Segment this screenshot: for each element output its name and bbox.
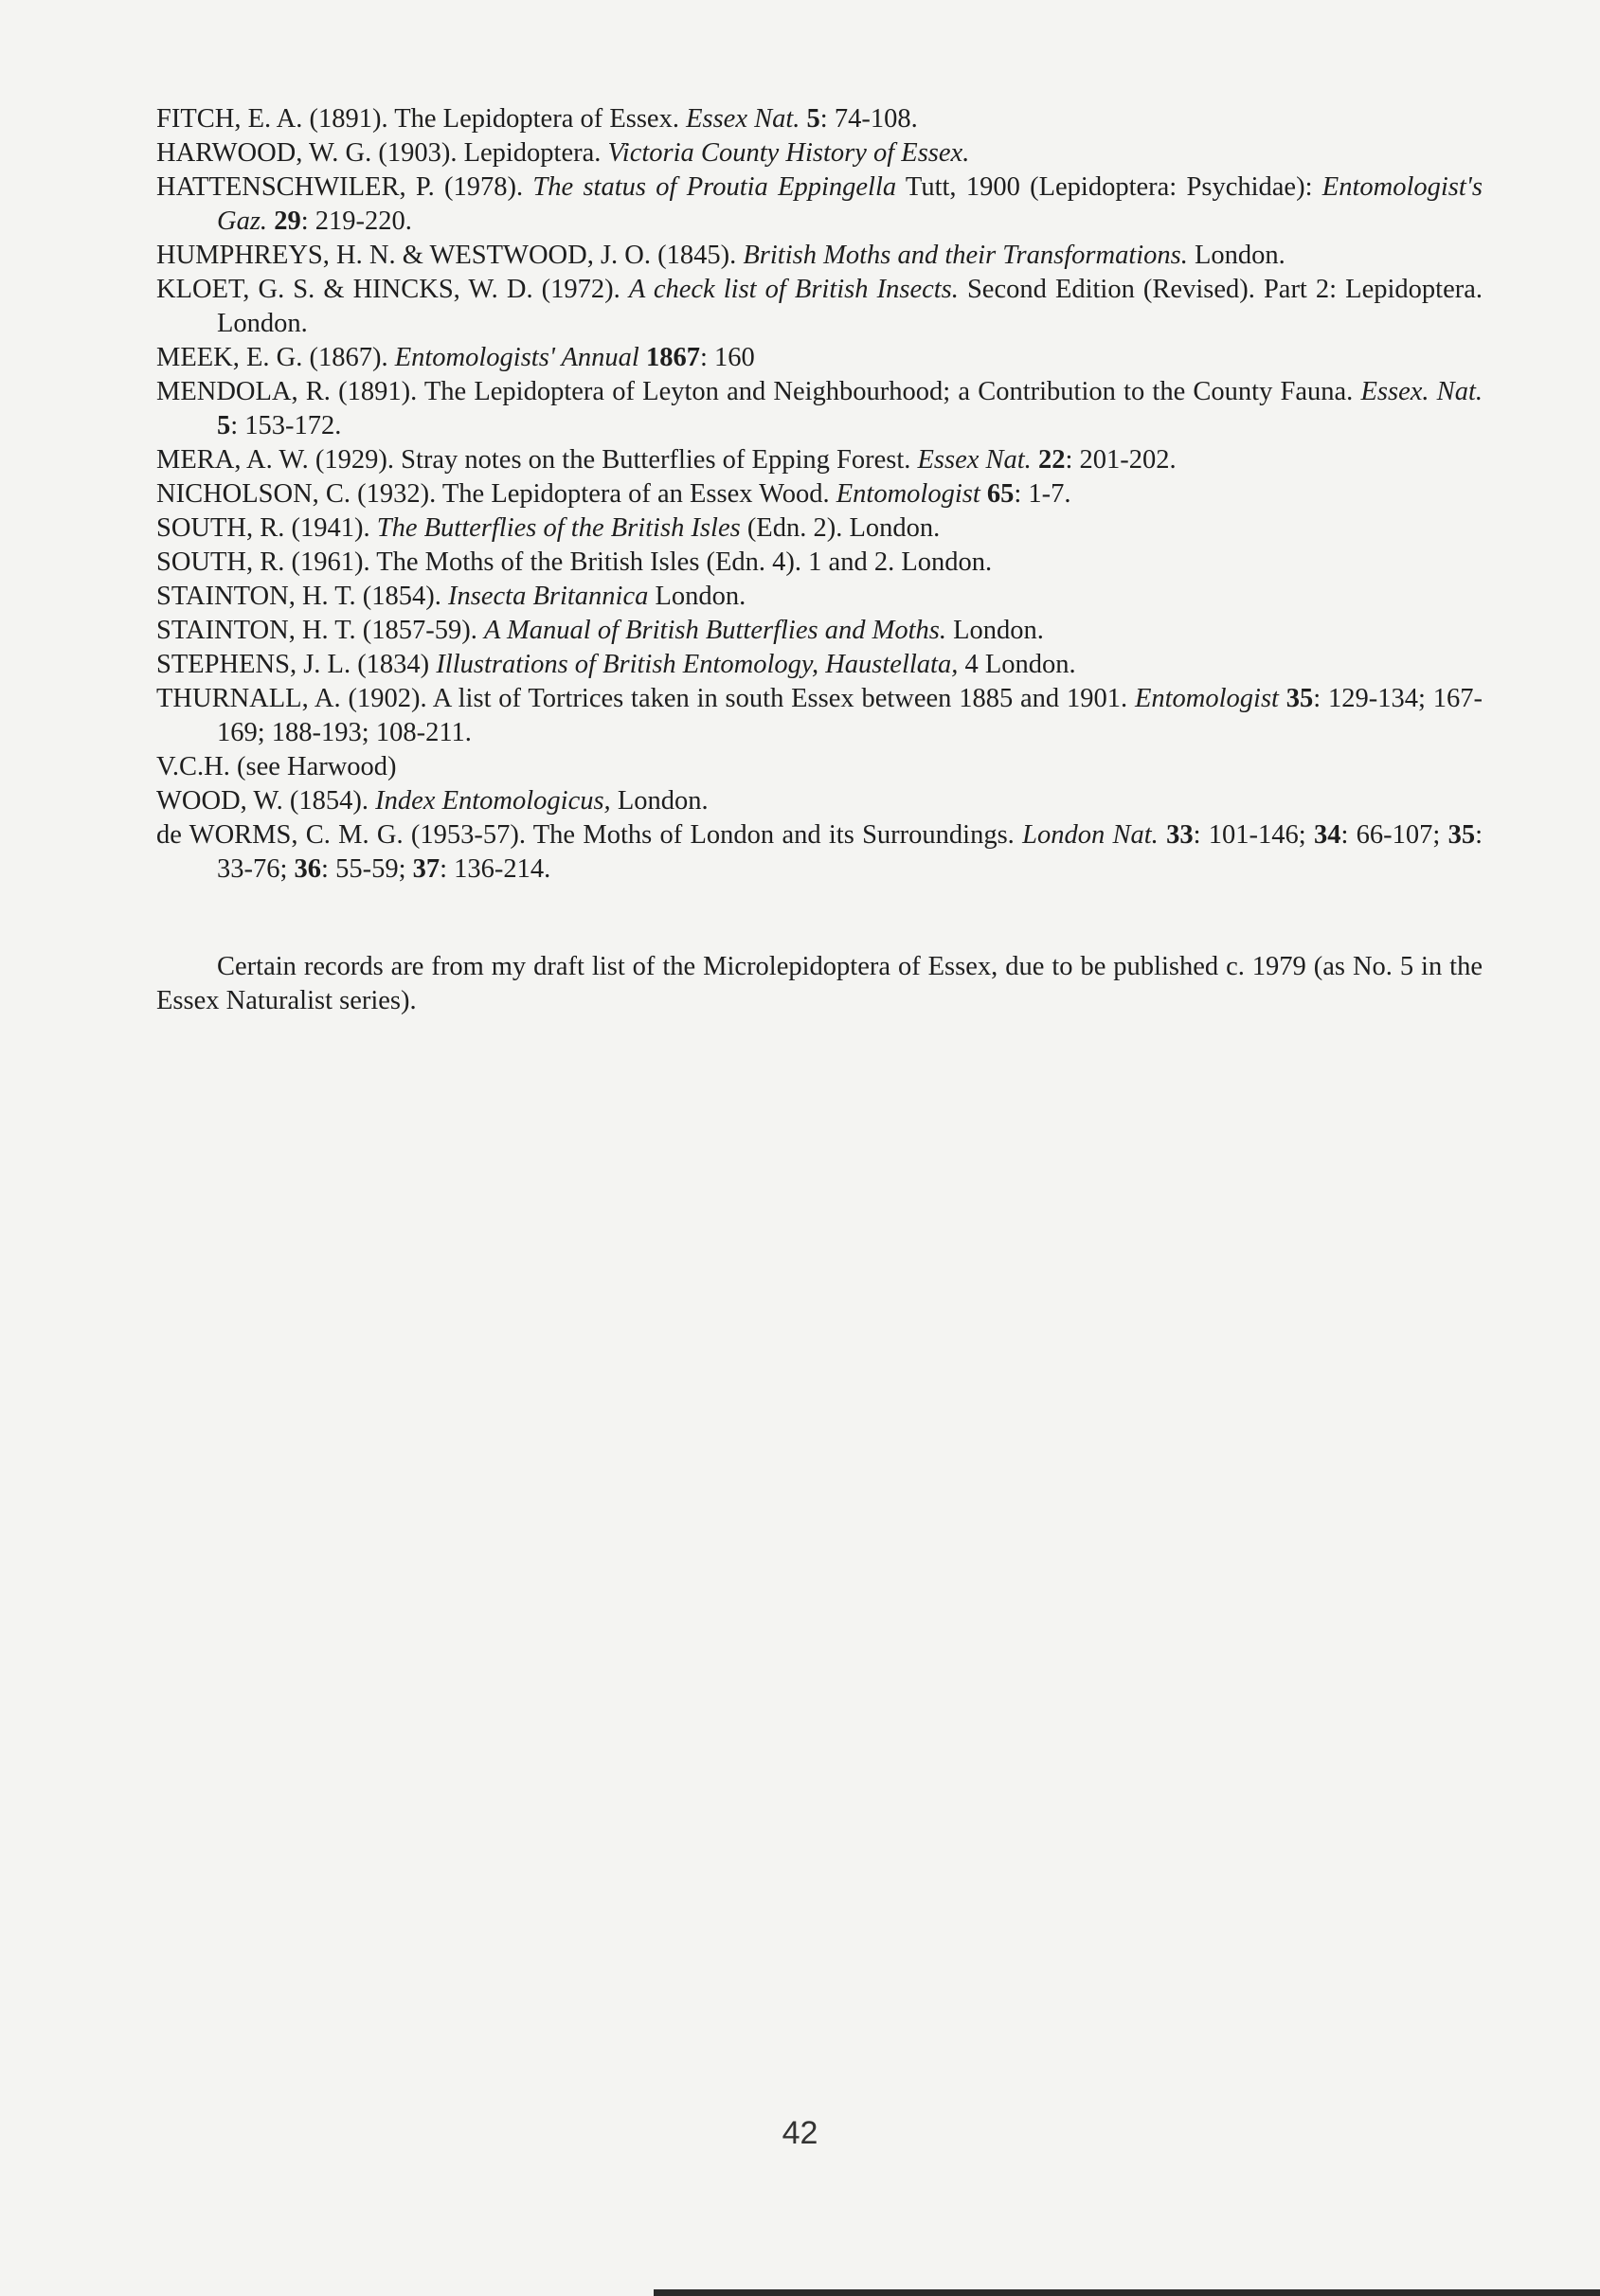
reference-volume-bold: 36 [294,854,322,884]
reference-text: : 136-214. [440,854,551,884]
reference-entry [156,375,1483,443]
reference-text: V.C.H. (see Harwood) [156,752,397,781]
reference-text: : 153-172. [230,411,342,440]
reference-text: FITCH, E. A. (1891). The Lepidoptera of Essex. [156,104,687,134]
reference-volume-bold: 22 [1037,445,1066,475]
reference-entry [156,818,1483,887]
reference-title-italic: Illustrations of British Entomology, Haustellata, [436,650,959,679]
reference-text: 4 London. [958,650,1076,679]
reference-text: HUMPHREYS, H. N. & WESTWOOD, J. O. (1845). [156,241,744,270]
reference-entry [156,239,1483,273]
reference-text: HATTENSCHWILER, P. (1978). [156,172,533,202]
reference-entry [156,443,1483,477]
reference-entry [156,750,1483,784]
reference-volume-bold: 34 [1313,820,1341,850]
reference-title-italic: Victoria County History of Essex. [607,138,970,168]
reference-text: de WORMS, C. M. G. (1953-57). The Moths of London and its Surroundings. [156,820,1023,850]
scan-edge-shadow [654,2289,1600,2296]
reference-text: : 219-220. [300,206,412,236]
reference-text: : 66-107; [1340,820,1448,850]
closing-note: Certain records are from my draft list of the Microlepidoptera of Essex, due to be published c. 1979 (as No. 5 in the Essex Naturalist series). [156,952,1483,1015]
reference-title-italic: Index Entomologicus, [375,786,611,816]
reference-text: Tutt, 1900 (Lepidoptera: Psychidae): [896,172,1322,202]
reference-title-italic: London Nat. [1022,820,1159,850]
reference-title-italic: Entomologist [836,479,980,509]
reference-entry [156,784,1483,818]
reference-text: STAINTON, H. T. (1854). [156,582,449,611]
reference-volume-bold: 5 [806,104,820,134]
reference-text: NICHOLSON, C. (1932). The Lepidoptera of an Essex Wood. [156,479,836,509]
reference-title-italic: Entomologist's Gaz. [217,172,1483,236]
reference-text: : 74-108. [819,104,918,134]
reference-entry [156,341,1483,375]
reference-list [156,102,1483,887]
page-number: 42 [782,2115,818,2151]
reference-title-italic: Entomologist [1134,684,1279,713]
reference-text: London. [648,582,746,611]
reference-text: STEPHENS, J. L. (1834) [156,650,437,679]
reference-title-italic: Essex. Nat. [1360,377,1483,406]
reference-volume-bold: 29 [274,206,301,236]
reference-title-italic: British Moths and their Transformations. [743,241,1188,270]
reference-volume-bold: 35 [1447,820,1476,850]
reference-text: THURNALL, A. (1902). A list of Tortrices taken in south Essex between 1885 and 1901. [156,684,1135,713]
reference-text: : 1-7. [1014,479,1071,509]
reference-title-italic: Entomologists' Annual [394,343,639,372]
reference-volume-bold: 37 [412,854,440,884]
reference-text: : 33-76; [217,820,1483,884]
reference-text: STAINTON, H. T. (1857-59). [156,616,485,645]
reference-text [1279,684,1286,713]
reference-title-italic: Essex Nat. [917,445,1032,475]
reference-title-italic: The Butterflies of the British Isles [376,513,741,543]
reference-text: London. [945,616,1044,645]
reference-text [639,343,646,372]
reference-title-italic: Essex Nat. [686,104,800,134]
reference-text: SOUTH, R. (1941). [156,513,377,543]
reference-volume-bold: 33 [1166,820,1194,850]
reference-entry [156,682,1483,750]
reference-volume-bold: 5 [217,411,231,440]
reference-text: : 129-134; 167-169; 188-193; 108-211. [217,684,1483,747]
reference-volume-bold: 1867 [645,343,700,372]
reference-title-italic: The status of Proutia Eppingella [532,172,897,202]
reference-title-italic: Insecta Britannica [448,582,649,611]
reference-entry [156,477,1483,511]
reference-text: London. [1187,241,1285,270]
reference-entry [156,273,1483,341]
reference-text: : 101-146; [1193,820,1314,850]
reference-text: : 55-59; [321,854,413,884]
reference-text [1032,445,1038,475]
reference-text: Second Edition (Revised). Part 2: Lepidoptera. London. [217,275,1483,338]
reference-text: KLOET, G. S. & HINCKS, W. D. (1972). [156,275,629,304]
reference-volume-bold: 35 [1285,684,1314,713]
reference-text [800,104,806,134]
reference-entry [156,648,1483,682]
reference-text: : 160 [699,343,755,372]
reference-title-italic: A Manual of British Butterflies and Moths. [484,616,946,645]
reference-text [1159,820,1166,850]
reference-text: MEEK, E. G. (1867). [156,343,395,372]
reference-volume-bold: 65 [986,479,1015,509]
reference-text: MENDOLA, R. (1891). The Lepidoptera of Leyton and Neighbourhood; a Contribution to the County Fauna. [156,377,1361,406]
reference-title-italic: A check list of British Insects. [628,275,959,304]
reference-text: London. [610,786,709,816]
reference-entry [156,614,1483,648]
reference-entry [156,580,1483,614]
reference-entry [156,546,1483,580]
reference-entry [156,102,1483,136]
reference-text [980,479,987,509]
reference-text: HARWOOD, W. G. (1903). Lepidoptera. [156,138,608,168]
reference-entry [156,136,1483,170]
reference-text: MERA, A. W. (1929). Stray notes on the Butterflies of Epping Forest. [156,445,918,475]
reference-text: (Edn. 2). London. [740,513,941,543]
reference-text: WOOD, W. (1854). [156,786,376,816]
reference-text: SOUTH, R. (1961). The Moths of the British Isles (Edn. 4). 1 and 2. London. [156,547,993,577]
reference-entry [156,170,1483,239]
reference-entry [156,511,1483,546]
reference-text: : 201-202. [1065,445,1177,475]
